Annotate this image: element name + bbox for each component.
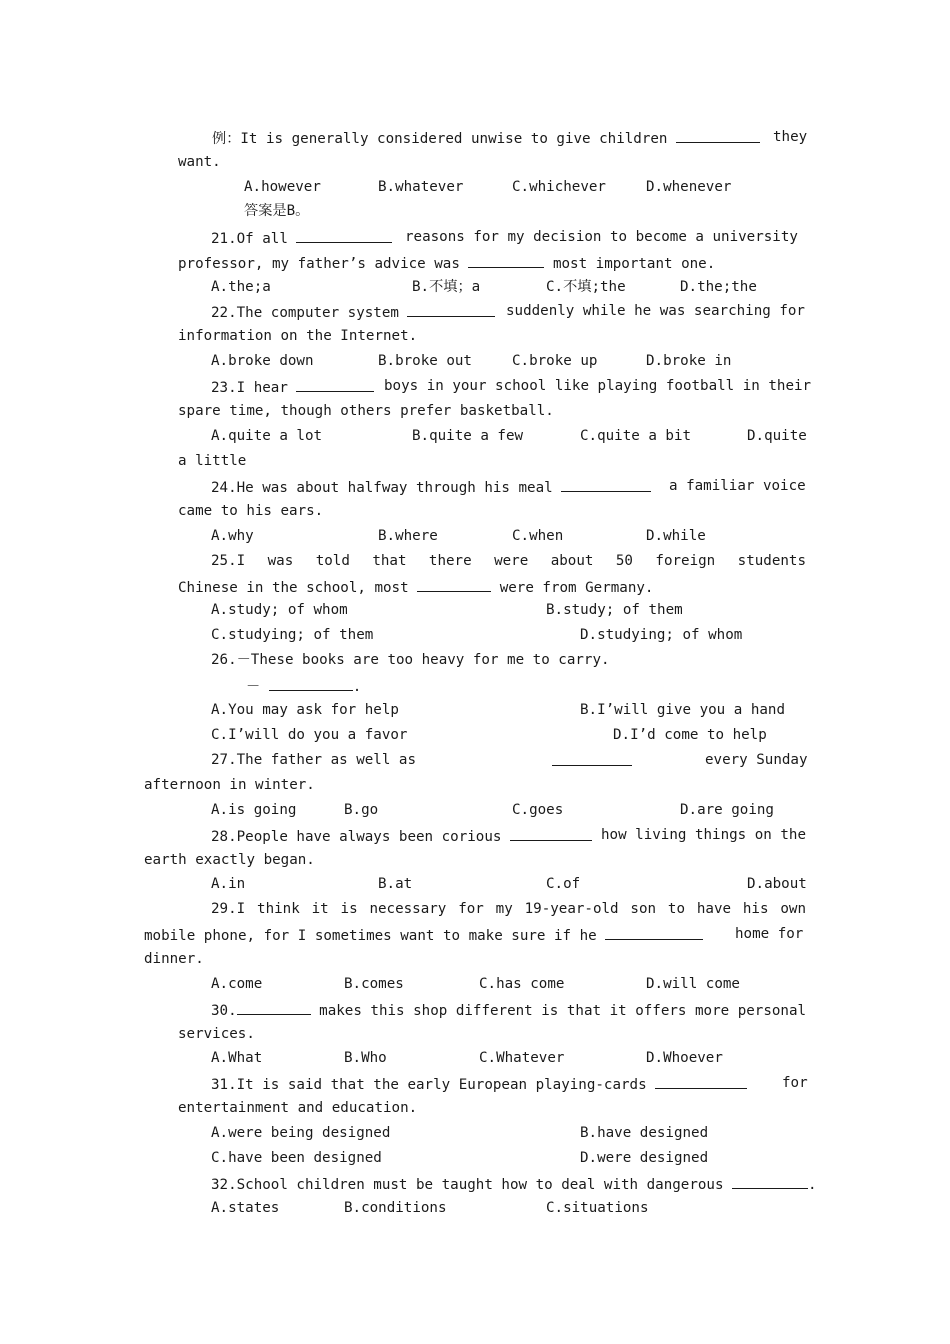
option-a: A.broke down (211, 353, 314, 369)
q24-line-1: 24.He was about halfway through his meal (211, 476, 651, 496)
option-c: C.of (546, 876, 581, 892)
option-a: A.why (211, 528, 254, 544)
q31-line-1: 31.It is said that the early European playing-cards (211, 1073, 747, 1093)
q22-line-2: information on the Internet. (178, 328, 418, 344)
option-b: B.Who (344, 1050, 387, 1066)
answer-blank (655, 1073, 747, 1089)
option-c: C.has come (479, 976, 565, 992)
q28-line-1-end: how living things on the (601, 827, 806, 843)
answer-blank (407, 301, 495, 317)
option-b: B.study; of them (546, 602, 683, 618)
option-d: D.were designed (580, 1150, 709, 1166)
option-a: A.were being designed (211, 1125, 391, 1141)
option-c: C.quite a bit (580, 428, 692, 444)
option-b: B.where (378, 528, 438, 544)
q28-line-2: earth exactly began. (144, 852, 315, 868)
option-b: B.I’will give you a hand (580, 702, 785, 718)
q29-line-3: dinner. (144, 951, 204, 967)
q31-line-1-end: for (782, 1075, 808, 1091)
option-a: A.the;a (211, 279, 271, 295)
answer-blank (417, 576, 491, 592)
option-b: B.whatever (378, 179, 464, 195)
answer-blank (269, 675, 353, 691)
answer-blank (732, 1173, 808, 1189)
option-d: D.about (747, 876, 807, 892)
option-c: C.不填;the (546, 279, 626, 295)
q22-line-1-end: suddenly while he was searching for (506, 303, 805, 319)
example-line-1-end: they (773, 129, 808, 145)
option-d: D.quite (747, 428, 807, 444)
q23-line-4: a little (178, 453, 247, 469)
answer-blank (510, 825, 592, 841)
q24-line-1-end: a familiar voice (669, 478, 806, 494)
option-b: B.broke out (378, 353, 472, 369)
q24-line-2: came to his ears. (178, 503, 324, 519)
option-a: A.states (211, 1200, 280, 1216)
option-c: C.when (512, 528, 564, 544)
answer-blank (552, 750, 632, 766)
q29-line-2-end: home for (735, 926, 804, 942)
q21-line-1-end: reasons for my decision to become a university (405, 229, 798, 245)
example-line-2: want. (178, 154, 221, 170)
option-d: D.I’d come to help (613, 727, 767, 743)
example-answer: 答案是B。 (244, 203, 310, 219)
q23-line-1-end: boys in your school like playing football in their (384, 378, 812, 394)
q32-line-1: 32.School children must be taught how to deal with dangerous . (211, 1173, 817, 1193)
q31-line-2: entertainment and education. (178, 1100, 418, 1116)
answer-blank (605, 924, 703, 940)
option-c: C.have been designed (211, 1150, 382, 1166)
option-a: A.in (211, 876, 246, 892)
example-line-1: 例：It is generally considered unwise to give children (212, 127, 760, 147)
option-a: A.What (211, 1050, 263, 1066)
option-a: A.come (211, 976, 263, 992)
q21-line-2: professor, my father’s advice was most important one. (178, 252, 715, 272)
answer-blank (296, 376, 374, 392)
q30-line-2: services. (178, 1026, 255, 1042)
answer-blank (676, 127, 760, 143)
option-b: B.不填；a (412, 279, 481, 295)
option-a: A.quite a lot (211, 428, 323, 444)
option-d: D.are going (680, 802, 774, 818)
option-d: D.while (646, 528, 706, 544)
option-c: C.Whatever (479, 1050, 565, 1066)
q28-line-1: 28.People have always been corious (211, 825, 592, 845)
option-d: D.broke in (646, 353, 732, 369)
answer-blank (468, 252, 544, 268)
option-a: A.You may ask for help (211, 702, 399, 718)
answer-blank (296, 227, 392, 243)
option-c: C.whichever (512, 179, 606, 195)
option-b: B.quite a few (412, 428, 524, 444)
q26-line-2: － . (246, 675, 361, 695)
q26-line-1: 26.－These books are too heavy for me to carry. (211, 652, 610, 668)
q23-line-2: spare time, though others prefer basketball. (178, 403, 554, 419)
q30-line-1: 30. makes this shop different is that it offers more personal (211, 999, 806, 1019)
option-a: A.is going (211, 802, 297, 818)
q27-line-1-end: every Sunday (705, 752, 808, 768)
option-b: B.comes (344, 976, 404, 992)
option-b: B.have designed (580, 1125, 709, 1141)
option-d: D.Whoever (646, 1050, 723, 1066)
option-c: C.studying; of them (211, 627, 374, 643)
option-c: C.broke up (512, 353, 598, 369)
q27-line-2: afternoon in winter. (144, 777, 315, 793)
option-c: C.I’will do you a favor (211, 727, 408, 743)
q29-line-1: 29.I think it is necessary for my 19-year-old son to have his own (211, 901, 806, 917)
option-c: C.situations (546, 1200, 649, 1216)
option-a: A.however (244, 179, 321, 195)
q22-line-1: 22.The computer system (211, 301, 495, 321)
option-d: D.the;the (680, 279, 757, 295)
q29-line-2: mobile phone, for I sometimes want to make sure if he (144, 924, 703, 944)
q27-line-1: 27.The father as well as (211, 752, 416, 768)
q23-line-1: 23.I hear (211, 376, 374, 396)
option-a: A.study; of whom (211, 602, 348, 618)
answer-blank (237, 999, 311, 1015)
q27-blank (552, 750, 632, 770)
q25-line-1: 25.I was told that there were about 50 foreign students (211, 553, 806, 569)
answer-blank (561, 476, 651, 492)
option-b: B.at (378, 876, 413, 892)
option-b: B.go (344, 802, 379, 818)
option-d: D.whenever (646, 179, 732, 195)
option-b: B.conditions (344, 1200, 447, 1216)
option-d: D.studying; of whom (580, 627, 743, 643)
option-c: C.goes (512, 802, 564, 818)
option-d: D.will come (646, 976, 740, 992)
q21-line-1: 21.Of all (211, 227, 392, 247)
q25-line-2: Chinese in the school, most were from Germany. (178, 576, 653, 596)
